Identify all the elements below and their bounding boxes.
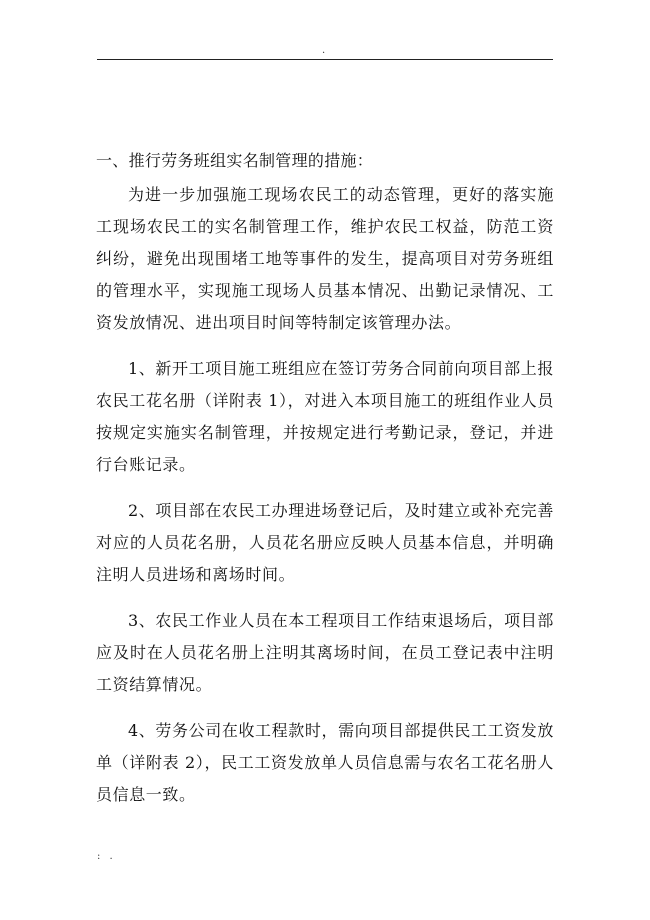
document-body (96, 145, 554, 825)
paragraph-intro: 为进一步加强施工现场农民工的动态管理，更好的落实施工现场农民工的实名制管理工作，维护农民工权益，防范工资纠纷，避免出现围堵工地等事件的发生，提高项目对劳务班组的管理水平，实现施工现场人员基本情况、出勤记录情况、工资发放情况、进出项目时间等特制定该管理办法。 (96, 185, 554, 332)
paragraph-item-4: 4、劳务公司在收工程款时，需向项目部提供民工工资发放单（详附表 2），民工工资发放单人员信息需与农名工花名册人员信息一致。 (96, 721, 554, 804)
footer-mark: : . (97, 851, 116, 862)
header-rule (97, 59, 553, 60)
header-mark: . (322, 45, 326, 56)
paragraph-item-2: 2、项目部在农民工办理进场登记后，及时建立或补充完善对应的人员花名册，人员花名册应反映人员基本信息，并明确注明人员进场和离场时间。 (96, 501, 554, 584)
paragraph-item-1: 1、新开工项目施工班组应在签订劳务合同前向项目部上报农民工花名册（详附表 1），对进入本项目施工的班组作业人员按规定实施实名制管理，并按规定进行考勤记录，登记，并进行台账记录。 (96, 359, 554, 474)
section-heading: 一、推行劳务班组实名制管理的措施： (96, 151, 374, 170)
paragraph-item-3: 3、农民工作业人员在本工程项目工作结束退场后，项目部应及时在人员花名册上注明其离场时间，在员工登记表中注明工资结算情况。 (96, 611, 554, 694)
